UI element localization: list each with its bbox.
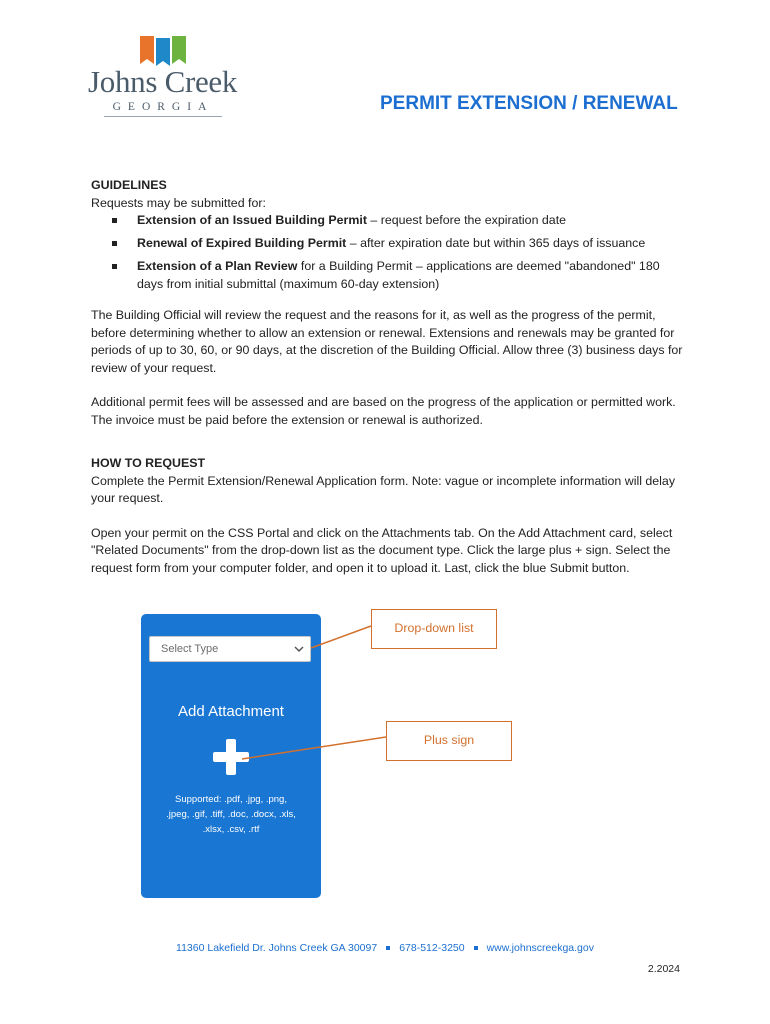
list-item-text: – after expiration date but within 365 days of issuance (346, 236, 646, 250)
how-to-section (91, 455, 691, 577)
list-item-text: – request before the expiration date (366, 213, 567, 227)
logo-name: Johns Creek (88, 64, 238, 99)
bullet-icon (112, 218, 117, 223)
guidelines-paragraph-1: The Building Official will review the request and the reasons for it, as well as the progress of the permit, before determining whether to allow an extension or renewal. Extensions and renewals may be granted for periods of up to 30, 60, or 90 days, at the discretion of the Building Official. Allow three (3) business days for review of your request. (91, 308, 683, 375)
select-placeholder: Select Type (161, 643, 219, 655)
list-item (91, 235, 691, 253)
footer-contact (0, 941, 770, 955)
chevron-down-icon (294, 645, 304, 653)
document-version: 2.2024 (647, 963, 680, 975)
logo-subtitle: GEORGIA (112, 101, 214, 113)
footer-website[interactable]: www.johnscreekga.gov (486, 942, 594, 954)
bullet-icon (112, 241, 117, 246)
how-to-paragraph-2: Open your permit on the CSS Portal and click on the Attachments tab. On the Add Attachment card, select "Related Documents" from the drop-down list as the document type. Click the large plus + sign. Select the request form from your computer folder, and open it to upload it. Last, click the blue Submit button. (91, 525, 673, 575)
how-to-heading: HOW TO REQUEST (91, 456, 206, 470)
guidelines-intro: Requests may be submitted for: (91, 195, 266, 210)
list-item-bold: Extension of a Plan Review (137, 259, 298, 273)
page-title: PERMIT EXTENSION / RENEWAL (380, 93, 678, 114)
add-attachment-card (141, 614, 321, 898)
list-item-bold: Renewal of Expired Building Permit (137, 236, 347, 250)
bullet-icon (112, 264, 117, 269)
card-title: Add Attachment (178, 703, 284, 720)
how-to-paragraph-1: Complete the Permit Extension/Renewal Application form. Note: vague or incomplete information will delay your request. (91, 473, 676, 505)
separator-icon (474, 946, 478, 950)
guidelines-section (91, 177, 691, 429)
list-item-text: for a Building Permit – applications are deemed "abandoned" 180 days from initial submittal (maximum 60-day extension) (137, 259, 660, 291)
plus-icon[interactable] (213, 739, 249, 775)
supported-formats: Supported: .pdf, .jpg, .png, .jpeg, .gif, .tiff, .doc, .docx, .xls, .xlsx, .csv, .rtf (166, 794, 296, 835)
footer-phone: 678-512-3250 (399, 942, 465, 954)
footer-address: 11360 Lakefield Dr. Johns Creek GA 30097 (176, 942, 378, 954)
guidelines-paragraph-2: Additional permit fees will be assessed and are based on the progress of the application or permitted work. The invoice must be paid before the extension or renewal is authorized. (91, 395, 676, 427)
separator-icon (386, 946, 390, 950)
guidelines-heading: GUIDELINES (91, 178, 167, 192)
list-item (91, 258, 691, 293)
city-logo (88, 30, 238, 122)
plus-sign-callout: Plus sign (386, 721, 512, 761)
guidelines-list (91, 212, 691, 293)
document-type-select[interactable] (149, 636, 311, 662)
dropdown-callout: Drop-down list (371, 609, 497, 649)
logo-underline (104, 116, 222, 117)
list-item (91, 212, 691, 230)
list-item-bold: Extension of an Issued Building Permit (137, 213, 367, 227)
